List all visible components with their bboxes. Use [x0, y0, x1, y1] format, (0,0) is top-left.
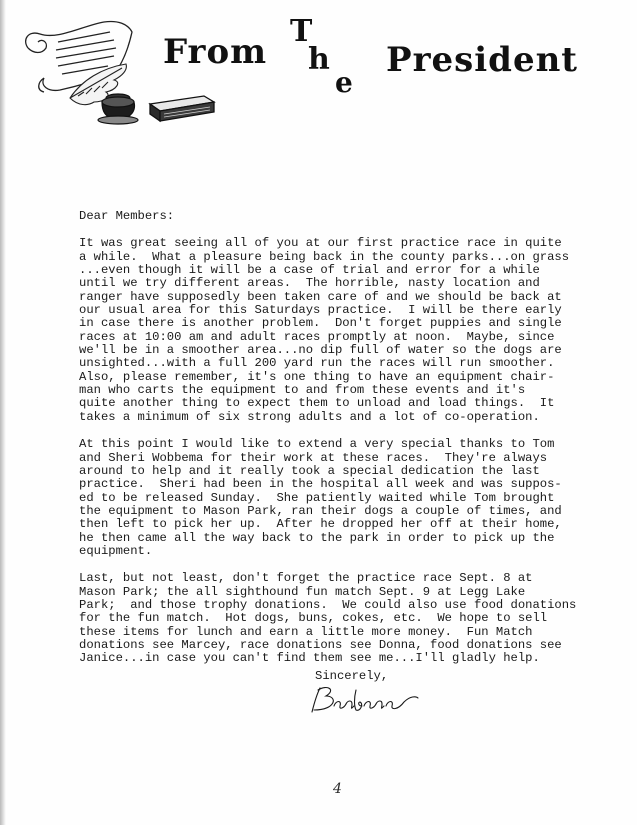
header — [0, 0, 637, 125]
text-line: Mason Park; the all sighthound fun match Sept. 9 at Legg Lake — [79, 584, 526, 599]
text-line: races at 10:00 am and adult races promptly at noon. Maybe, since — [79, 329, 555, 344]
text-line: the equipment to Mason Park, ran their dogs a couple of times, and — [79, 503, 562, 518]
text-line: in case there is another problem. Don't forget puppies and single — [79, 316, 562, 331]
text-line: he then came all the way back to the park in order to pick up the — [79, 530, 555, 545]
text-line: ranger have supposedly been taken care of and we should be back at — [79, 289, 562, 304]
text-line: quite another thing to expect them to unload and load things. It — [79, 396, 555, 411]
text-line: around to help and it really took a special dedication the last — [79, 463, 540, 478]
text-line: At this point I would like to extend a very special thanks to Tom — [79, 437, 555, 452]
text-line: Last, but not least, don't forget the practice race Sept. 8 at — [79, 571, 533, 586]
text-line: and Sheri Wobbema for their work at these races. They're always — [79, 450, 548, 465]
text-line: these items for lunch and earn a little more money. Fun Match — [79, 624, 533, 639]
text-line: we'll be in a smoother area...no dip full of water so the dogs are — [79, 343, 562, 358]
text-line: It was great seeing all of you at our first practice race in quite — [79, 236, 562, 251]
text-line: Park; and those trophy donations. We could also use food donations — [79, 597, 577, 612]
text-line: until we try different areas. The horrible, nasty location and — [79, 276, 540, 291]
text-line: ...even though it will be a case of trial and error for a while — [79, 263, 540, 278]
title-word-president: President — [386, 40, 578, 80]
text-line: equipment. — [79, 543, 153, 558]
title-word-from: From — [163, 32, 268, 72]
signature-barbara — [306, 682, 421, 716]
text-line: practice. Sheri had been in the hospital all week and was suppos- — [79, 477, 562, 492]
text-line: unsighted...with a full 200 yard run the races will run smoother. — [79, 356, 555, 371]
text-line: man who carts the equipment to and from these events and it's — [79, 383, 526, 398]
text-line: our usual area for this Saturdays practice. I will be there early — [79, 303, 562, 318]
title-letter-e: e — [335, 66, 353, 99]
page-number: 4 — [333, 781, 342, 797]
text-line: then left to pick her up. After he dropped her off at their home, — [79, 517, 562, 532]
text-line: donations see Marcey, race donations see Donna, food donations see — [79, 637, 562, 652]
text-line: ed to be released Sunday. She patiently waited while Tom brought — [79, 490, 555, 505]
paragraph-1 — [79, 237, 609, 424]
text-line: takes a minimum of six strong adults and a lot of co-operation. — [79, 409, 540, 424]
title-letter-h: h — [308, 42, 330, 77]
text-line: a while. What a pleasure being back in the county parks...on grass — [79, 249, 570, 264]
letter-body — [79, 210, 609, 680]
text-line: Also, please remember, it's one thing to have an equipment chair- — [79, 369, 555, 384]
title-letter-t: T — [290, 14, 313, 49]
text-line: for the fun match. Hot dogs, buns, cokes, etc. We hope to sell — [79, 611, 548, 626]
paragraph-2 — [79, 438, 609, 558]
page-title — [0, 0, 637, 110]
salutation: Dear Members: — [79, 209, 175, 223]
text-line: Janice...in case you can't find them see me...I'll gladly help. — [79, 651, 540, 666]
closing: Sincerely, — [315, 669, 389, 683]
paragraph-3 — [79, 572, 609, 665]
